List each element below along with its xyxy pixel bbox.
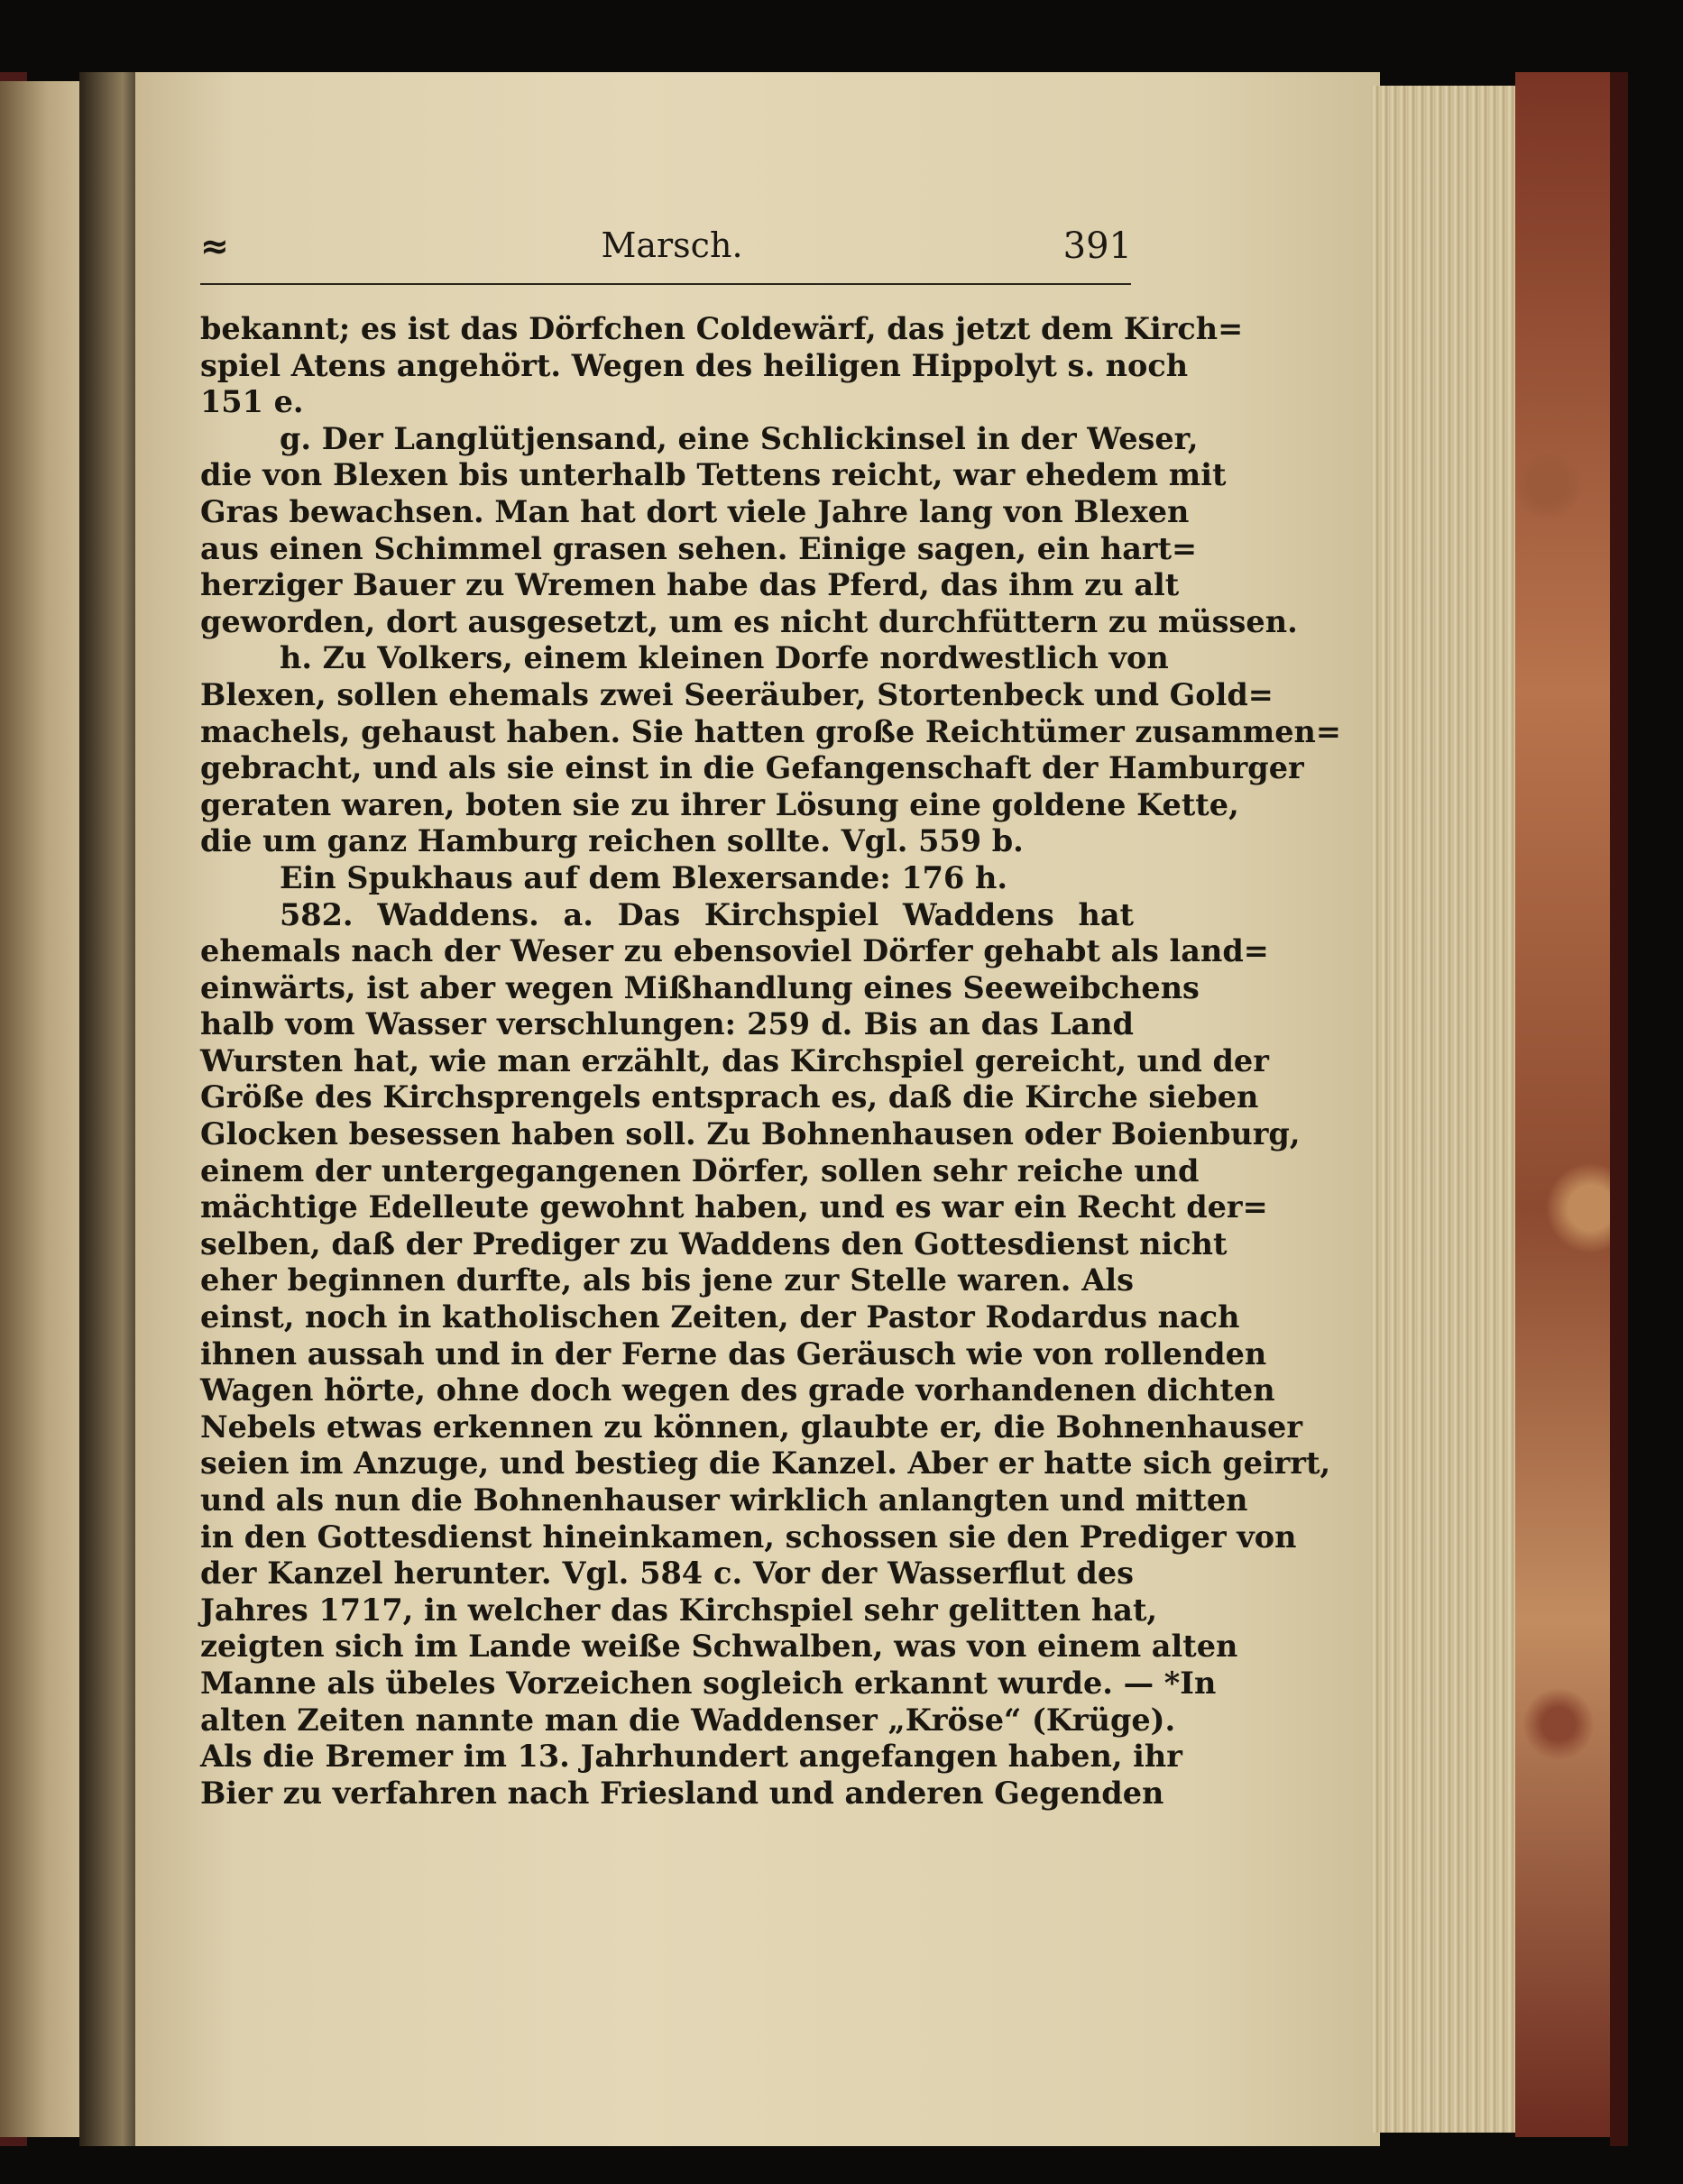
- text-line: Blexen, sollen ehemals zwei Seeräuber, Stortenbeck und Gold=: [200, 676, 1274, 712]
- cover-edge: [1610, 72, 1628, 2146]
- text-line: alten Zeiten nannte man die Waddenser „Kröse“ (Krüge).: [200, 1702, 1176, 1738]
- page-number: 391: [1062, 225, 1132, 267]
- text-line: Bier zu verfahren nach Friesland und anderen Gegenden: [200, 1775, 1164, 1811]
- text-line: der Kanzel herunter. Vgl. 584 c. Vor der Wasserflut des: [200, 1555, 1134, 1592]
- left-facing-page-edge: [0, 81, 86, 2137]
- text-line: Nebels etwas erkennen zu können, glaubte er, die Bohnenhauser: [200, 1409, 1302, 1445]
- text-line: Glocken besessen haben soll. Zu Bohnenhausen oder Boienburg,: [200, 1116, 1301, 1152]
- text-line: aus einen Schimmel grasen sehen. Einige sagen, ein hart=: [200, 530, 1198, 566]
- header-rule: [200, 283, 1131, 285]
- text-line: einwärts, ist aber wegen Mißhandlung eines Seeweibchens: [200, 969, 1200, 1005]
- text-line: ehemals nach der Weser zu ebensoviel Dörfer gehabt als land=: [200, 933, 1269, 969]
- text-line: in den Gottesdienst hineinkamen, schossen sie den Prediger von: [200, 1519, 1297, 1555]
- text-line: die von Blexen bis unterhalb Tettens reicht, war ehedem mit: [200, 457, 1227, 493]
- body-text: [200, 311, 1341, 1812]
- text-line: einem der untergegangenen Dörfer, sollen sehr reiche und: [200, 1152, 1200, 1188]
- text-line: Jahres 1717, in welcher das Kirchspiel sehr gelitten hat,: [200, 1592, 1158, 1628]
- marbled-back-cover: [1515, 72, 1623, 2137]
- text-line: halb vom Wasser verschlungen: 259 d. Bis an das Land: [200, 1006, 1134, 1042]
- text-line: ihnen aussah und in der Ferne das Geräusch wie von rollenden: [200, 1335, 1267, 1372]
- text-line: eher beginnen durfte, als bis jene zur Stelle waren. Als: [200, 1262, 1134, 1298]
- header-ornament: ≈: [200, 226, 229, 266]
- text-line: einst, noch in katholischen Zeiten, der Pastor Rodardus nach: [200, 1299, 1240, 1335]
- text-line: die um ganz Hamburg reichen sollte. Vgl. 559 b.: [200, 823, 1024, 859]
- text-line: herziger Bauer zu Wremen habe das Pferd, das ihm zu alt: [200, 567, 1180, 603]
- text-line: 151 e.: [200, 384, 304, 420]
- page-edges: [1371, 86, 1520, 2133]
- text-line: Als die Bremer im 13. Jahrhundert angefangen haben, ihr: [200, 1739, 1182, 1775]
- running-head: Marsch.: [601, 225, 743, 265]
- text-line: selben, daß der Prediger zu Waddens den Gottesdienst nicht: [200, 1225, 1228, 1262]
- text-line: Wagen hörte, ohne doch wegen des grade vorhandenen dichten: [200, 1372, 1275, 1409]
- text-line: spiel Atens angehört. Wegen des heiligen Hippolyt s. noch: [200, 347, 1189, 383]
- text-line: geworden, dort ausgesetzt, um es nicht durchfüttern zu müssen.: [200, 603, 1298, 639]
- text-line: machels, gehaust haben. Sie hatten große Reichtümer zusammen=: [200, 713, 1341, 749]
- text-line: h. Zu Volkers, einem kleinen Dorfe nordwestlich von: [280, 640, 1169, 676]
- text-line: Größe des Kirchsprengels entsprach es, daß die Kirche sieben: [200, 1079, 1259, 1115]
- text-line: geraten waren, boten sie zu ihrer Lösung eine goldene Kette,: [200, 786, 1239, 822]
- text-line: gebracht, und als sie einst in die Gefangenschaft der Hamburger: [200, 750, 1304, 786]
- text-line: bekannt; es ist das Dörfchen Coldewärf, das jetzt dem Kirch=: [200, 311, 1244, 346]
- text-line: 582. Waddens. a. Das Kirchspiel Waddens hat: [280, 896, 1134, 932]
- text-line: Manne als übeles Vorzeichen sogleich erkannt wurde. — *In: [200, 1665, 1217, 1701]
- text-line: zeigten sich im Lande weiße Schwalben, was von einem alten: [200, 1629, 1238, 1665]
- text-line: g. Der Langlütjensand, eine Schlickinsel in der Weser,: [280, 420, 1199, 456]
- text-line: Ein Spukhaus auf dem Blexersande: 176 h.: [280, 859, 1007, 895]
- text-line: und als nun die Bohnenhauser wirklich anlangten und mitten: [200, 1482, 1248, 1518]
- text-line: seien im Anzuge, und bestieg die Kanzel. Aber er hatte sich geirrt,: [200, 1445, 1331, 1482]
- text-line: Gras bewachsen. Man hat dort viele Jahre lang von Blexen: [200, 493, 1190, 529]
- text-line: Wursten hat, wie man erzählt, das Kirchspiel gereicht, und der: [200, 1042, 1269, 1078]
- text-line: mächtige Edelleute gewohnt haben, und es war ein Recht der=: [200, 1189, 1268, 1225]
